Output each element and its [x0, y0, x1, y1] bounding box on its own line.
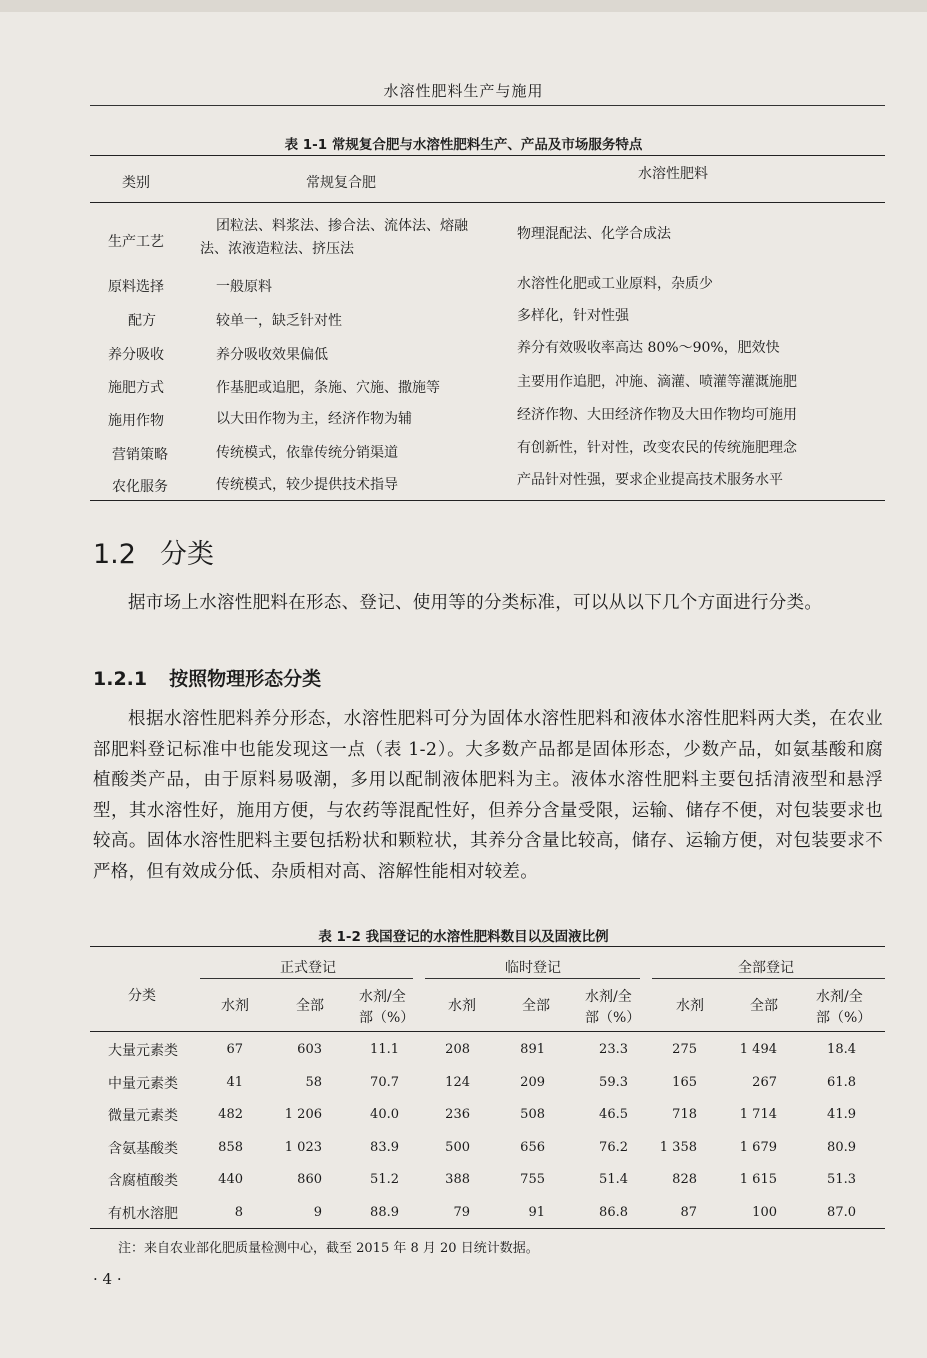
- table2-cell: 76.2: [599, 1140, 628, 1155]
- table1-row-conventional: 传统模式，依靠传统分销渠道: [216, 445, 398, 461]
- table2-cell: 9: [313, 1205, 322, 1220]
- table2-cell: 46.5: [599, 1107, 628, 1122]
- table2-cell: 1 358: [659, 1140, 697, 1155]
- table2-cell: 8: [234, 1205, 243, 1220]
- table2-cell: 236: [445, 1107, 470, 1122]
- table1-row-category: 配方: [128, 313, 156, 329]
- table2-group-rule: [425, 978, 640, 979]
- table2-subheader: 水剂/全: [585, 989, 632, 1005]
- subsection-title: 1.2.1 按照物理形态分类: [93, 668, 322, 690]
- table2-cell: 51.2: [370, 1172, 399, 1187]
- table2-group-rule: [200, 978, 413, 979]
- table1-row-water-soluble: 主要用作追肥，冲施、滴灌、喷灌等灌溉施肥: [517, 374, 797, 390]
- table2-cell: 70.7: [370, 1075, 399, 1090]
- table1-header-category: 类别: [122, 175, 150, 191]
- table2-footnote: 注：来自农业部化肥质量检测中心，截至 2015 年 8 月 20 日统计数据。: [118, 1241, 539, 1256]
- table2-cell: 80.9: [827, 1140, 856, 1155]
- table2-cell: 100: [752, 1205, 777, 1220]
- table2-cell: 79: [453, 1205, 470, 1220]
- table2-cell: 1 714: [739, 1107, 777, 1122]
- table1-row-water-soluble: 养分有效吸收率高达 80%～90%，肥效快: [517, 340, 780, 356]
- table1-row-category: 施用作物: [108, 413, 164, 429]
- table2-cell: 124: [445, 1075, 470, 1090]
- table2-group-rule: [652, 978, 885, 979]
- table2-cell: 603: [297, 1042, 322, 1057]
- section-title: 1.2 分类: [93, 539, 214, 570]
- table2-cell: 500: [445, 1140, 470, 1155]
- table2-group-header: 全部登记: [738, 960, 794, 976]
- table2-group-header: 临时登记: [505, 960, 561, 976]
- table2-cell: 656: [520, 1140, 545, 1155]
- table2-group-header: 正式登记: [280, 960, 336, 976]
- table2-cell: 858: [218, 1140, 243, 1155]
- table2-subheader: 水剂: [221, 998, 249, 1014]
- table2-cell: 67: [226, 1042, 243, 1057]
- table2-cell: 51.3: [827, 1172, 856, 1187]
- table1-row-water-soluble: 水溶性化肥或工业原料，杂质少: [517, 276, 713, 292]
- table1-row-conventional: 较单一，缺乏针对性: [216, 313, 342, 329]
- table2-subheader: 水剂: [676, 998, 704, 1014]
- table1-row-water-soluble: 产品针对性强，要求企业提高技术服务水平: [517, 472, 783, 488]
- table1-row-conventional: 传统模式，较少提供技术指导: [216, 477, 398, 493]
- section-paragraph: 据市场上水溶性肥料在形态、登记、使用等的分类标准，可以从以下几个方面进行分类。: [128, 593, 823, 613]
- table2-cell: 275: [672, 1042, 697, 1057]
- table2-subheader: 部（%）: [585, 1010, 641, 1026]
- table2-subheader: 全部: [296, 998, 324, 1014]
- table1-row-water-soluble: 多样化，针对性强: [517, 308, 629, 324]
- table1-row-conventional: 以大田作物为主，经济作物为辅: [216, 411, 412, 427]
- scan-edge: [0, 0, 927, 12]
- table2-cell: 61.8: [827, 1075, 856, 1090]
- table2-cell: 828: [672, 1172, 697, 1187]
- table1-caption: 表 1-1 常规复合肥与水溶性肥料生产、产品及市场服务特点: [284, 137, 643, 153]
- table2-cell: 58: [305, 1075, 322, 1090]
- table1-row-water-soluble: 经济作物、大田经济作物及大田作物均可施用: [517, 407, 797, 423]
- table2-cell: 508: [520, 1107, 545, 1122]
- table2-row-label: 含腐植酸类: [108, 1173, 178, 1189]
- table2-cell: 1 206: [284, 1107, 322, 1122]
- table2-subheader: 全部: [750, 998, 778, 1014]
- table2-cell: 40.0: [370, 1107, 399, 1122]
- page-number: · 4 ·: [93, 1270, 122, 1288]
- table2-cell: 41: [226, 1075, 243, 1090]
- table1-row-category: 生产工艺: [108, 234, 164, 250]
- table2-cell: 891: [520, 1042, 545, 1057]
- table2-row-label: 大量元素类: [108, 1043, 178, 1059]
- table2-cell: 41.9: [827, 1107, 856, 1122]
- table2-subheader: 水剂/全: [359, 989, 406, 1005]
- table2-row-label: 有机水溶肥: [108, 1206, 178, 1222]
- table2-cell: 440: [218, 1172, 243, 1187]
- table1-row-category: 施肥方式: [108, 380, 164, 396]
- table2-subheader: 部（%）: [816, 1010, 872, 1026]
- table2-cell: 87.0: [827, 1205, 856, 1220]
- table1-bottom-rule: [90, 500, 885, 501]
- table1-row-water-soluble: 物理混配法、化学合成法: [517, 226, 671, 242]
- table1-row-conventional: 团粒法、料浆法、掺合法、流体法、熔融: [216, 218, 468, 234]
- table1-header-rule: [90, 202, 885, 203]
- table2-row-label: 中量元素类: [108, 1076, 178, 1092]
- table2-cell: 267: [752, 1075, 777, 1090]
- table2-subheader: 全部: [522, 998, 550, 1014]
- table2-header-category: 分类: [128, 988, 156, 1004]
- table2-subheader: 水剂: [448, 998, 476, 1014]
- table2-subheader: 水剂/全: [816, 989, 863, 1005]
- table2-cell: 87: [680, 1205, 697, 1220]
- table2-cell: 208: [445, 1042, 470, 1057]
- table2-cell: 59.3: [599, 1075, 628, 1090]
- table2-row-label: 含氨基酸类: [108, 1141, 178, 1157]
- table2-cell: 51.4: [599, 1172, 628, 1187]
- table1-header-water-soluble: 水溶性肥料: [638, 166, 708, 182]
- table2-header-rule: [90, 1031, 885, 1032]
- table2-top-rule: [90, 946, 885, 947]
- table2-cell: 86.8: [599, 1205, 628, 1220]
- table2-cell: 1 494: [739, 1042, 777, 1057]
- table2-cell: 482: [218, 1107, 243, 1122]
- table2-cell: 1 679: [739, 1140, 777, 1155]
- table2-cell: 88.9: [370, 1205, 399, 1220]
- table1-row-category: 农化服务: [112, 479, 168, 495]
- table2-cell: 1 615: [739, 1172, 777, 1187]
- table1-row-category: 营销策略: [112, 447, 168, 463]
- table1-row-conventional: 养分吸收效果偏低: [216, 347, 328, 363]
- header-rule: [90, 105, 885, 106]
- table1-row-category: 原料选择: [108, 279, 164, 295]
- subsection-paragraph: 根据水溶性肥料养分形态，水溶性肥料可分为固体水溶性肥料和液体水溶性肥料两大类，在农业部肥料登记标准中也能发现这一点（表 1-2）。大多数产品都是固体形态，少数产品，如氨基酸和腐植酸类产品，由于原料易吸潮，多用以配制液体肥料为主。液体水溶性肥料主要包括清液型和悬浮型，其水溶性好，施用方便，与农药等混配性好，但养分含量受限，运输、储存不便，对包装要求也较高。固体水溶性肥料主要包括粉状和颗粒状，其养分含量比较高，储存、运输方便，对包装要求不严格，但有效成分低、杂质相对高、溶解性能相对较差。: [93, 709, 883, 882]
- table2-row-label: 微量元素类: [108, 1108, 178, 1124]
- table2-cell: 91: [528, 1205, 545, 1220]
- table2-cell: 18.4: [827, 1042, 856, 1057]
- table2-cell: 388: [445, 1172, 470, 1187]
- table2-cell: 11.1: [370, 1042, 399, 1057]
- table2-caption: 表 1-2 我国登记的水溶性肥料数目以及固液比例: [318, 929, 609, 945]
- table1-row-category: 养分吸收: [108, 347, 164, 363]
- table2-cell: 23.3: [599, 1042, 628, 1057]
- table2-cell: 209: [520, 1075, 545, 1090]
- table2-cell: 1 023: [284, 1140, 322, 1155]
- table1-row-conventional: 作基肥或追肥，条施、穴施、撒施等: [216, 380, 440, 396]
- running-header: 水溶性肥料生产与施用: [383, 82, 544, 100]
- table1-top-rule: [90, 155, 885, 156]
- table1-row-conventional: 一般原料: [216, 279, 272, 295]
- table2-bottom-rule: [90, 1228, 885, 1229]
- table2-cell: 860: [297, 1172, 322, 1187]
- table2-cell: 755: [520, 1172, 545, 1187]
- table2-cell: 718: [672, 1107, 697, 1122]
- table1-row-water-soluble: 有创新性，针对性，改变农民的传统施肥理念: [517, 440, 797, 456]
- table2-cell: 83.9: [370, 1140, 399, 1155]
- table2-cell: 165: [672, 1075, 697, 1090]
- table2-subheader: 部（%）: [359, 1010, 415, 1026]
- table1-row-conventional: 法、浓液造粒法、挤压法: [200, 241, 354, 257]
- table1-header-conventional: 常规复合肥: [306, 175, 376, 191]
